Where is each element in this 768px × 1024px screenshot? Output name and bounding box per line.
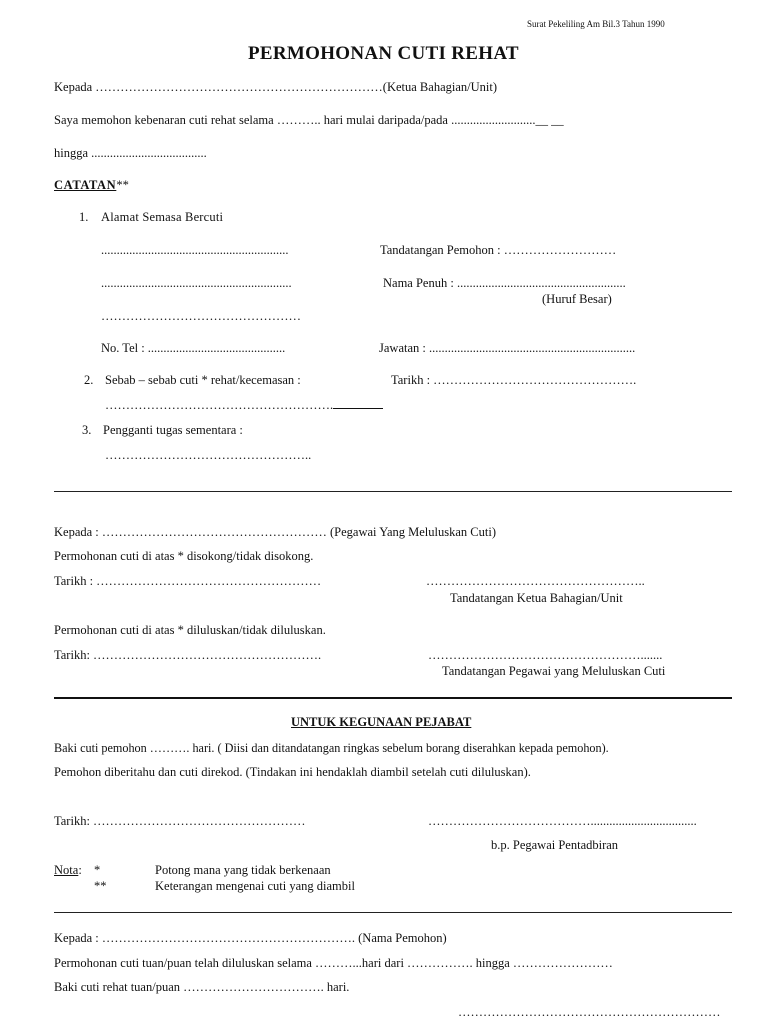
item1-number: 1. (79, 210, 89, 224)
notice-signature-line: ……………………………………………………… (458, 1005, 721, 1019)
leave-balance-line: Baki cuti pemohon ………. hari. ( Diisi dan ditandatangan ringkas sebelum borang diserahkan kepada pemohon). (54, 741, 609, 755)
kepada-approver-field: Kepada : ……………………………………………… (Pegawai Yang Meluluskan Cuti) (54, 525, 496, 539)
address-line-2: ............................................................. (101, 276, 292, 290)
note2-mark: ** (94, 879, 107, 893)
catatan-stars: ** (116, 178, 129, 192)
approved-line: Permohonan cuti di atas * diluluskan/tidak diluluskan. (54, 623, 326, 637)
item2-label: Sebab – sebab cuti * rehat/kecemasan : (105, 373, 301, 387)
supported-line: Permohonan cuti di atas * disokong/tidak disokong. (54, 549, 314, 563)
divider-1 (54, 491, 732, 492)
note1-text: Potong mana yang tidak berkenaan (155, 863, 331, 877)
replacement-line: ………………………………………….. (105, 448, 312, 462)
date-approved-field: Tarikh: ………………………………………………. (54, 648, 322, 662)
nota-label (54, 864, 82, 877)
kepada-applicant-field: Kepada : ……………………………………………………. (Nama Pemohon) (54, 931, 447, 945)
reason-line-blank (333, 408, 383, 409)
item1-label: Alamat Semasa Bercuti (101, 210, 224, 224)
approver-signature-label: Tandatangan Pegawai yang Meluluskan Cuti (442, 664, 666, 678)
capitals-note: (Huruf Besar) (542, 292, 612, 306)
divider-3 (54, 912, 732, 913)
address-line-1: ............................................................ (101, 243, 289, 257)
divider-2 (54, 697, 732, 699)
circular-reference: Surat Pekeliling Am Bil.3 Tahun 1990 (527, 19, 665, 29)
approved-duration-line: Permohonan cuti tuan/puan telah diluluskan selama ………...hari dari ……………. hingga …………………… (54, 956, 613, 970)
approver-signature-line: ……………………………………………....... (428, 648, 663, 662)
kepada-head-field: Kepada ……………………………………………………………(Ketua Bahagian/Unit) (54, 80, 497, 94)
note2-text: Keterangan mengenai cuti yang diambil (155, 879, 355, 893)
position-field: Jawatan : .................................................................. (379, 341, 636, 355)
reason-line (105, 399, 383, 412)
request-line-text: Saya memohon kebenaran cuti rehat selama ……….. hari mulai daripada/pada ........................... (54, 113, 536, 127)
catatan-label: CATATAN (54, 178, 117, 192)
item3-number: 3. (82, 423, 92, 437)
request-line (54, 114, 564, 127)
remaining-balance-line: Baki cuti rehat tuan/puan ……………………………. hari. (54, 980, 350, 994)
note1-mark: * (94, 863, 101, 877)
form-title: PERMOHONAN CUTI REHAT (248, 43, 519, 64)
full-name-field: Nama Penuh : ...................................................... (383, 276, 626, 290)
catatan-heading (54, 179, 129, 192)
address-line-3: ………………………………………… (101, 309, 301, 323)
admin-signature-label: b.p. Pegawai Pentadbiran (491, 838, 619, 852)
office-date-field: Tarikh: …………………………………………… (54, 814, 306, 828)
item2-number: 2. (84, 373, 94, 387)
head-signature-label: Tandatangan Ketua Bahagian/Unit (450, 591, 623, 605)
nota-word: Nota (54, 863, 79, 877)
office-use-heading: UNTUK KEGUNAAN PEJABAT (291, 715, 472, 729)
admin-signature-line: ………………………………….................................. (428, 814, 697, 828)
head-signature-line: …………………………………………….. (426, 574, 645, 588)
recorded-line: Pemohon diberitahu dan cuti direkod. (Tindakan ini hendaklah diambil setelah cuti diluluskan). (54, 765, 531, 779)
item3-label: Pengganti tugas sementara : (103, 423, 243, 437)
request-line-tail: __ __ (535, 113, 564, 127)
signature-applicant-field: Tandatangan Pemohon : ……………………… (380, 243, 617, 257)
hingga-field: hingga ..................................... (54, 146, 207, 160)
reason-line-dots: ………………………………………………. (105, 398, 334, 412)
nota-colon: : (78, 863, 82, 877)
date-supported-field: Tarikh : ……………………………………………… (54, 574, 322, 588)
applicant-date-field: Tarikh : …………………………………………. (391, 373, 637, 387)
phone-field: No. Tel : ............................................ (101, 341, 286, 355)
